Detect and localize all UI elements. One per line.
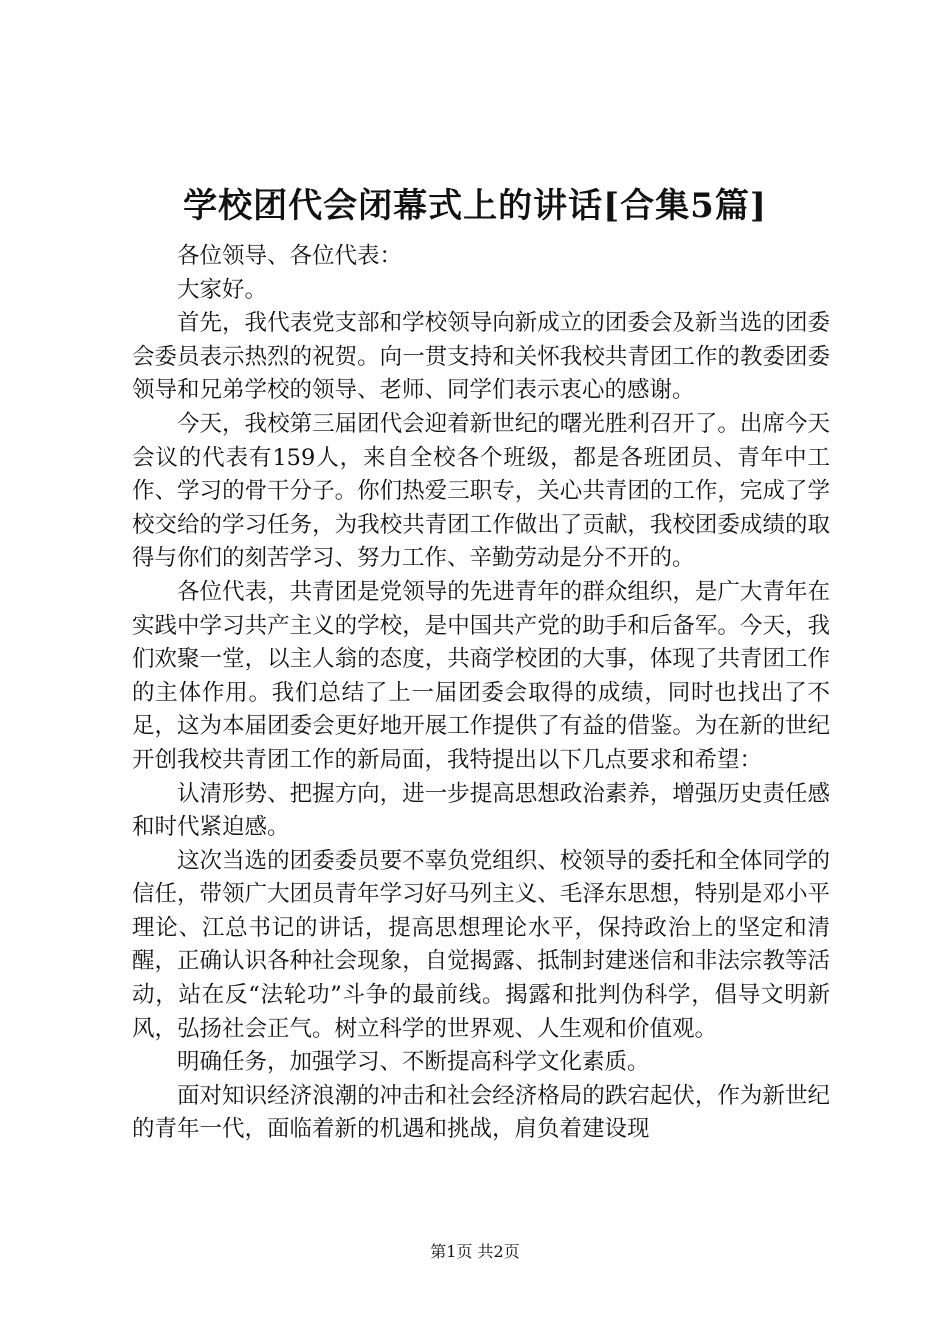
paragraph: 认清形势、把握方向，进一步提高思想政治素养，增强历史责任感和时代紧迫感。: [132, 780, 830, 841]
paragraph: 面对知识经济浪潮的冲击和社会经济格局的跌宕起伏，作为新世纪的青年一代，面临着新的机遇和挑战，肩负着建设现: [132, 1082, 830, 1143]
paragraph: 明确任务，加强学习、不断提高科学文化素质。: [177, 1049, 650, 1076]
paragraph: 各位代表，共青团是党领导的先进青年的群众组织，是广大青年在实践中学习共产主义的学校，是中国共产党的助手和后备军。今天，我们欢聚一堂，以主人翁的态度，共商学校团的大事，体现了共青团工作的主体作用。我们总结了上一届团委会取得的成绩，同时也找出了不足，这为本届团委会更好地开展工作提供了有益的借鉴。为在新的世纪开创我校共青团工作的新局面，我特提出以下几点要求和希望：: [132, 578, 830, 773]
paragraph: 首先，我代表党支部和学校领导向新成立的团委会及新当选的团委会委员表示热烈的祝贺。向一贯支持和关怀我校共青团工作的教委团委领导和兄弟学校的领导、老师、同学们表示衷心的感谢。: [132, 310, 830, 404]
document-body: [132, 240, 830, 1147]
page-footer: 第1页 共2页: [430, 1242, 520, 1261]
salutation: 各位领导、各位代表：: [177, 243, 403, 269]
paragraph: 这次当选的团委委员要不辜负党组织、校领导的委托和全体同学的信任，带领广大团员青年学习好马列主义、毛泽东思想，特别是邓小平理论、江总书记的讲话，提高思想理论水平，保持政治上的坚定和清醒，正确认识各种社会现象，自觉揭露、抵制封建迷信和非法宗教等活动，站在反“法轮功”斗争的最前线。揭露和批判伪科学，倡导文明新风，弘扬社会正气。树立科学的世界观、人生观和价值观。: [132, 847, 830, 1042]
greeting: 大家好。: [177, 276, 268, 303]
document-title: 学校团代会闭幕式上的讲话[合集5篇]: [183, 186, 767, 226]
paragraph: 今天，我校第三届团代会迎着新世纪的曙光胜利召开了。出席今天会议的代表有159人，来自全校各个班级，都是各班团员、青年中工作、学习的骨干分子。你们热爱三职专，关心共青团的工作，完成了学校交给的学习任务，为我校共青团工作做出了贡献，我校团委成绩的取得与你们的刻苦学习、努力工作、辛勤劳动是分不开的。: [132, 410, 830, 572]
